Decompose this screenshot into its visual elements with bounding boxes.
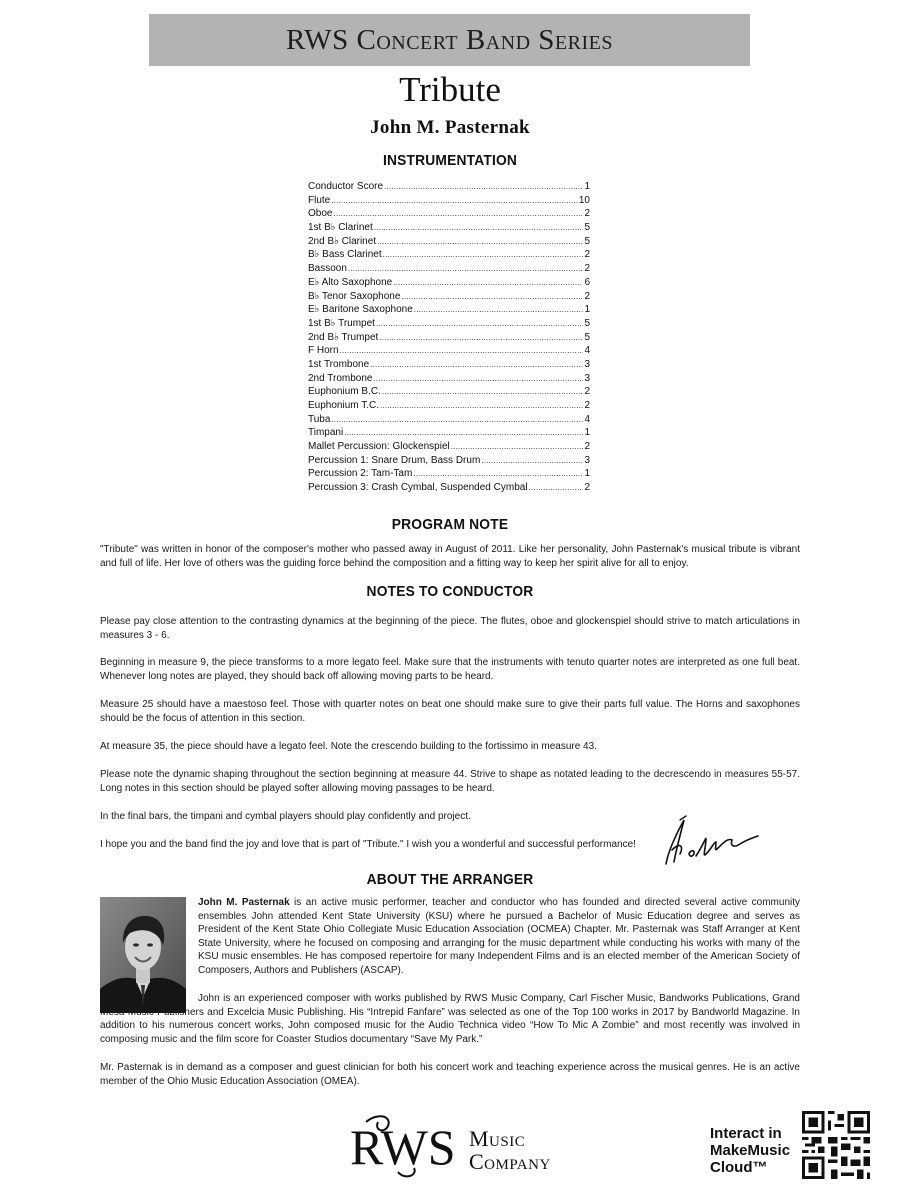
instrument-name: B♭ Tenor Saxophone [308,290,401,302]
instrumentation-list [308,180,590,495]
instrument-count: 2 [584,249,590,261]
instrument-count: 2 [584,482,590,494]
instrument-name: F Horn [308,345,339,357]
instrument-count: 6 [584,276,590,288]
instrument-row [308,262,590,276]
arranger-bio-1-text: is an active music performer, teacher and conductor who has founded and directed several active community ensembles John attended Kent State University (KSU) where he pursued a Bachelor of Music Education degree and serves as President of the Kent State Ohio Collegiate Music Education Association (OCMEA) Chapter. Mr. Pasternak was Staff Arranger at Kent State University, where he focused on composing and arranging for the music department while conducting his works with many of the KSU music ensembles. He has composed repertoire for many Independent Films and is an elected member of the American Society of Composers, Authors and Publishers (ASCAP). [198,897,801,976]
instrument-name: Bassoon [308,263,347,275]
instrument-row [308,194,590,208]
instrument-count: 5 [584,317,590,329]
dot-leader [376,317,583,331]
instrument-name: B♭ Bass Clarinet [308,249,382,261]
dot-leader [379,331,583,345]
instrument-name: Percussion 2: Tam-Tam [308,468,413,480]
instrument-count: 3 [584,454,590,466]
instrument-name: Percussion 1: Snare Drum, Bass Drum [308,454,481,466]
dot-leader [331,194,578,208]
logo-music: Music [469,1126,526,1151]
instrument-name: Euphonium B.C. [308,386,381,398]
instrument-row [308,481,590,495]
instrument-row [308,426,590,440]
dot-leader [333,207,583,221]
instrument-row [308,440,590,454]
instrument-row [308,276,590,290]
instrument-row [308,454,590,468]
instrument-name: Tuba [308,413,331,425]
dot-leader [414,303,584,317]
dot-leader [380,399,583,413]
instrument-count: 4 [584,413,590,425]
instrument-count: 2 [584,208,590,220]
cloud-line-3: Cloud™ [710,1159,768,1176]
cloud-line-2: MakeMusic [710,1142,791,1159]
conductor-note-6: In the final bars, the timpani and cymbal players should play confidently and project. [100,811,471,822]
conductor-note-4: At measure 35, the piece should have a legato feel. Note the crescendo building to the fortissimo in measure 43. [100,741,597,752]
instrument-count: 2 [584,441,590,453]
notes-to-conductor-heading: NOTES TO CONDUCTOR [366,583,534,600]
series-banner [149,14,750,66]
makemusic-cloud-label [710,1125,790,1176]
dot-leader [348,262,584,276]
dot-leader [383,248,584,262]
instrument-name: E♭ Alto Saxophone [308,276,393,288]
instrument-row [308,235,590,249]
instrument-name: 2nd B♭ Trumpet [308,331,379,343]
piece-title: Tribute [399,70,501,109]
instrument-name: E♭ Baritone Saxophone [308,304,413,316]
conductor-note-2: Beginning in measure 9, the piece transforms to a more legato feel. Make sure that the instruments with tenuto quarter notes are interpreted as one full beat. Whenever long notes are played, they should back off allowing moving parts to be heard. [100,657,800,682]
instrument-count: 5 [584,235,590,247]
dot-leader [344,426,583,440]
arranger-bio-1 [198,896,800,977]
instrument-name: 2nd Trombone [308,372,373,384]
instrument-name: Oboe [308,208,333,220]
arranger-bio-2-text: John is an experienced composer with works published by RWS Music Company, Carl Fischer Music, Bandworks Publications, Grand Mesa Music Publishers and Excelcia Music Publishing. His “Intrepid Fanfare” was selected as one of the Top 100 works in 2017 by Bandworld Magazine. In addition to his numerous concert works, John composed music for the Audio Technica video “How To Mic A Zombie” and most recently was involved in composing music and the film score for Coaster Studios documentary “Save My Park.” [100,993,800,1045]
about-arranger-heading: ABOUT THE ARRANGER [366,871,534,888]
conductor-note-1: Please pay close attention to the contrasting dynamics at the beginning of the piece. The flutes, oboe and glockenspiel should strive to match articulations in measures 3 - 6. [100,616,800,641]
instrument-name: 1st Trombone [308,358,370,370]
instrument-row [308,344,590,358]
instrument-count: 2 [584,290,590,302]
instrument-row [308,303,590,317]
instrument-name: 1st B♭ Clarinet [308,222,373,234]
program-note-heading: PROGRAM NOTE [391,516,509,533]
instrument-row [308,358,590,372]
composer-name: John M. Pasternak [370,117,530,138]
rws-logo-letters: RWS [350,1119,456,1175]
instrument-row [308,385,590,399]
instrument-name: Percussion 3: Crash Cymbal, Suspended Cymbal [308,482,528,494]
instrument-row [308,467,590,481]
arranger-bio-2 [100,992,800,1046]
dot-leader [374,372,584,386]
instrument-count: 1 [584,304,590,316]
instrument-row [308,372,590,386]
dot-leader [529,481,584,495]
conductor-note-3: Measure 25 should have a maestoso feel. Those with quarter notes on beat one should make sure to give their parts full value. The Horns and saxophones should be the focus of attention in this section. [100,699,800,724]
instrumentation-heading: INSTRUMENTATION [382,152,518,169]
instrument-name: Conductor Score [308,181,384,192]
program-note-text: "Tribute" was written in honor of the composer's mother who passed away in August of 2011. Like her personality, John Pasternak's musical tribute is vibrant and full of life. Her love of others was the guiding force behind the composition and a fitting way to keep her spirit alive for all to enjoy. [100,544,800,569]
instrument-count: 3 [584,372,590,384]
instrument-name: Timpani [308,427,344,439]
logo-company: Company [469,1149,551,1174]
instrument-count: 4 [584,345,590,357]
dot-leader [413,467,583,481]
dot-leader [340,344,584,358]
cloud-line-1: Interact in [710,1125,782,1142]
instrument-row [308,399,590,413]
instrument-count: 2 [584,386,590,398]
instrument-name: Euphonium T.C. [308,400,379,411]
dot-leader [331,413,583,427]
instrument-count: 5 [584,331,590,343]
dot-leader [370,358,583,372]
instrument-row [308,413,590,427]
dot-leader [401,290,583,304]
instrument-row [308,180,590,194]
instrument-row [308,207,590,221]
instrument-name: 2nd B♭ Clarinet [308,235,377,247]
instrument-count: 5 [584,222,590,234]
conductor-note-7: I hope you and the band find the joy and love that is part of "Tribute." I wish you a wonderful and successful performance! [100,839,636,850]
instrument-count: 1 [584,181,590,192]
instrument-count: 10 [578,194,590,206]
instrument-row [308,248,590,262]
instrument-row [308,331,590,345]
dot-leader [393,276,583,290]
instrument-count: 3 [584,358,590,370]
dot-leader [382,385,584,399]
instrument-row [308,317,590,331]
arranger-name: John M. Pasternak [198,897,290,908]
instrument-name: Mallet Percussion: Glockenspiel [308,441,450,453]
dot-leader [374,221,584,235]
conductor-note-5: Please note the dynamic shaping throughout the section beginning at measure 44. Strive to shape as notated leading to the decrescendo in measures 55-57. Long notes in this section should be played softer allowing moving passages to be heard. [100,769,800,794]
dot-leader [451,440,584,454]
dot-leader [384,180,583,194]
instrument-name: 1st B♭ Trumpet [308,317,375,329]
instrument-count: 1 [584,468,590,480]
dot-leader [481,454,583,468]
dot-leader [377,235,583,249]
arranger-bio-3: Mr. Pasternak is in demand as a composer and guest clinician for both his concert work and teaching experience across the musical genres. He is an active member of the Ohio Music Education Association (OMEA). [100,1062,800,1087]
instrument-count: 2 [584,263,590,275]
instrument-name: Flute [308,194,331,206]
instrument-count: 1 [584,427,590,439]
composer-signature [650,812,760,872]
instrument-count: 2 [584,400,590,411]
instrument-row [308,221,590,235]
instrument-row [308,290,590,304]
qr-code-icon[interactable] [802,1111,870,1179]
series-title: RWS Concert Band Series [286,23,613,56]
